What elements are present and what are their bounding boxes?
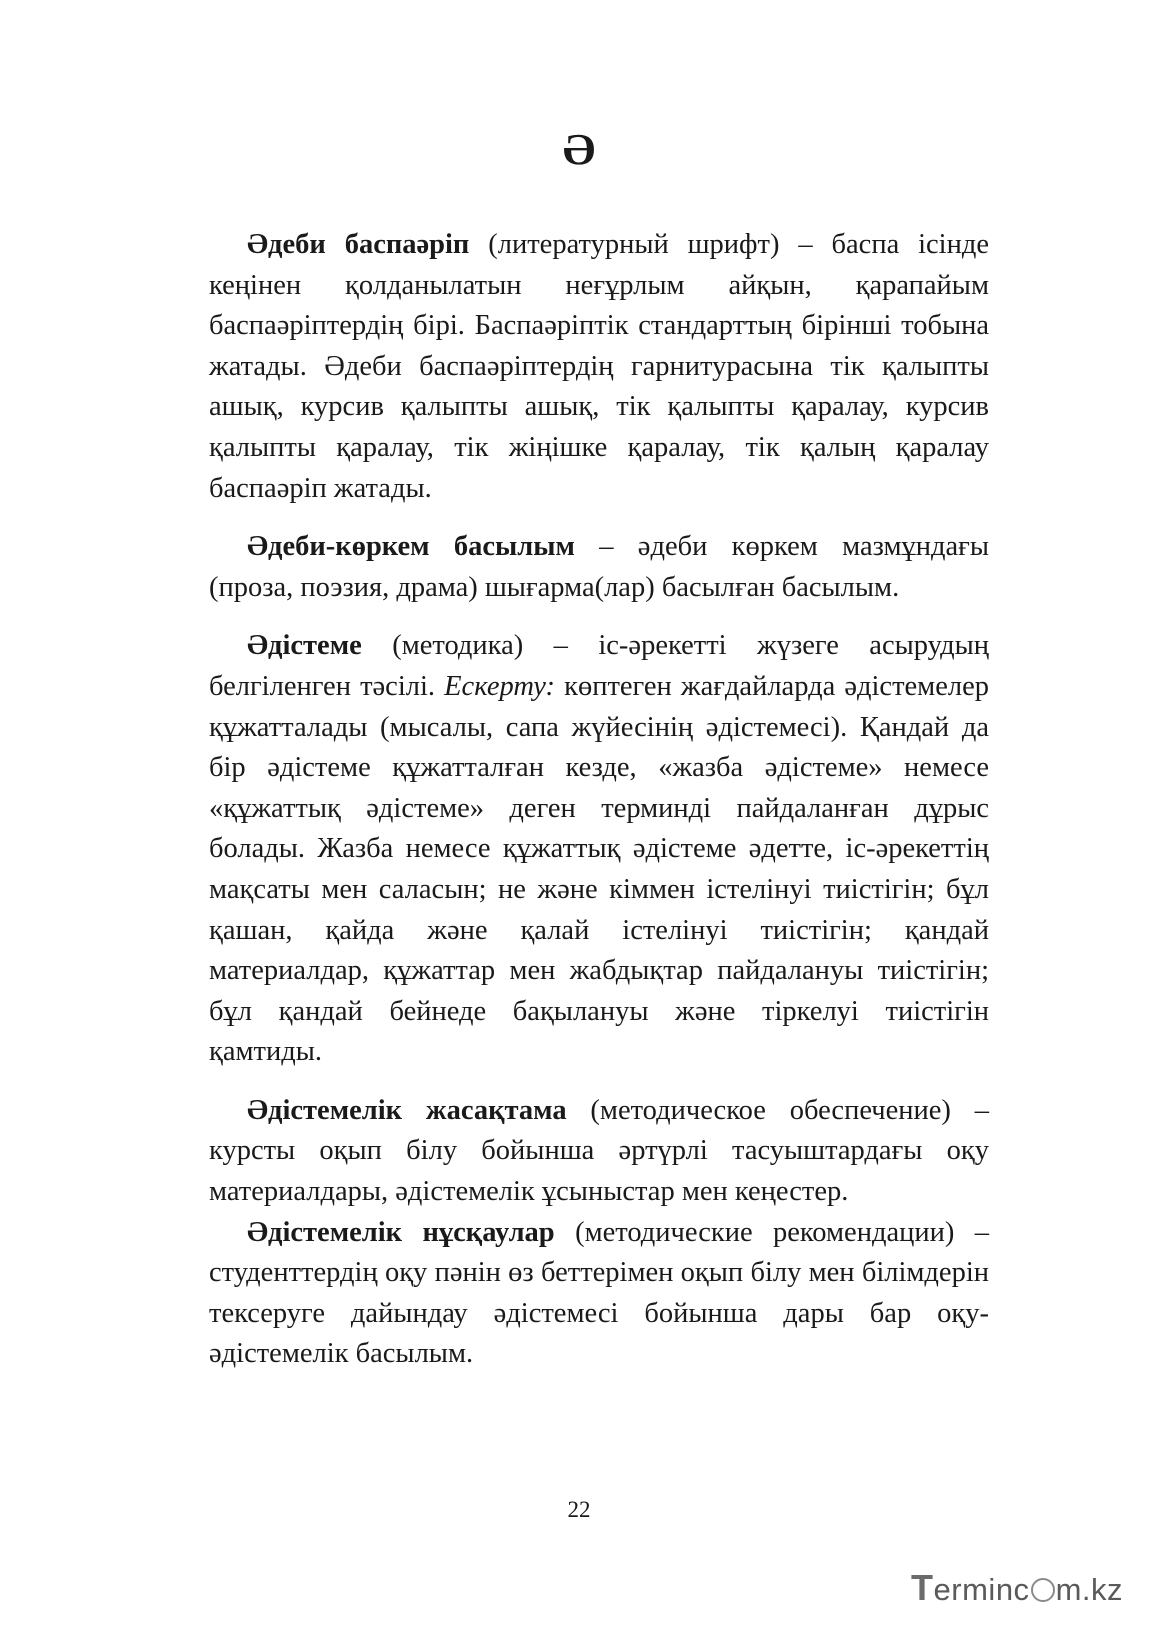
entry-note-label: Ескерту: [444, 670, 555, 702]
glossary-entry [209, 1091, 989, 1213]
glossary-content [209, 225, 989, 1375]
entry-definition: (методические рекомендации) – студенттердің оқу пәнін өз беттерімен оқып білу мен білімдерін тексеруге дайындау әдістемесі бойынша дары бар оқу-әдістемелік басылым. [209, 1216, 989, 1370]
glossary-entry [209, 225, 989, 509]
watermark-initial: T [911, 1567, 934, 1608]
glossary-entry [209, 626, 989, 1073]
entry-definition: (литературный шрифт) – баспа ісінде кеңінен қолданылатын неғұрлым айқын, қарапайым баспаәріптердің бірі. Баспаәріптік стандарттың бірінші тобына жатады. Әдеби баспаәріптердің гарнитурасына тік қалыпты ашық, курсив қалыпты ашық, тік қалыпты қаралау, курсив қалыпты қаралау, тік жіңішке қаралау, тік қалың қаралау баспаәріп жатады. [209, 229, 990, 504]
entry-term: Әдеби баспаәріп [247, 229, 470, 260]
page-number: 22 [567, 1497, 591, 1522]
watermark-text-start: erminc [933, 1572, 1030, 1607]
entry-definition-continued: көптеген жағдайларда әдістемелер құжатталады (мысалы, сапа жүйесінің әдістемесі). Қандай да бір әдістеме құжатталған кезде, «жазба әдістеме» немесе «құжаттық әдістеме» деген терминді пайдаланған дұрыс болады. Жазба немесе құжаттық әдістеме әдетте, іс-әрекеттің мақсаты мен саласын; не және кіммен істелінуі тиістігін; бұл қашан, қайда және қалай істелінуі тиістігін; қандай материалдар, құжаттар мен жабдықтар пайдалануы тиістігін; бұл қандай бейнеде бақылануы және тіркелуі тиістігін қамтиды. [209, 670, 989, 1068]
watermark-text-end: m.kz [1055, 1572, 1123, 1607]
entry-term: Әдістемелік жасақтама [247, 1094, 567, 1126]
entry-definition: – әдеби көркем мазмұндағы (проза, поэзия, драма) шығарма(лар) басылған басылым. [209, 531, 989, 603]
site-watermark [911, 1567, 1123, 1609]
entry-definition: (методическое обеспечение) – курсты оқып білу бойынша әртүрлі тасуыштардағы оқу материалдары, әдістемелік ұсыныстар мен кеңестер. [209, 1094, 989, 1208]
entry-term: Әдістеме [247, 630, 362, 662]
entry-term: Әдеби-көркем басылым [247, 531, 575, 563]
magnifier-icon [1031, 1578, 1055, 1602]
entry-term: Әдістемелік нұсқаулар [247, 1216, 555, 1248]
entry-definition: (методика) – іс-әрекетті жүзеге асырудың белгіленген тәсілі. [209, 630, 989, 702]
glossary-entry [209, 527, 989, 608]
page-letter-heading: Ә [562, 125, 596, 174]
glossary-entry [209, 1213, 989, 1375]
